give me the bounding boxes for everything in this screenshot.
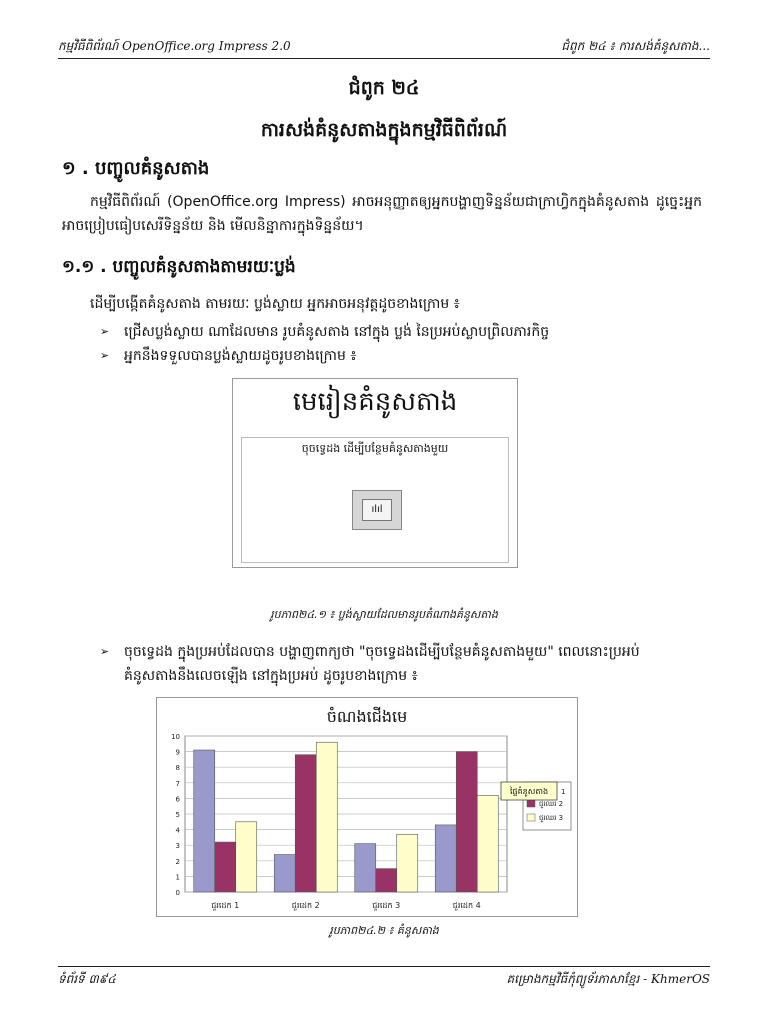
chart-placeholder-box[interactable] bbox=[241, 437, 509, 563]
x-tick-label: ជួរដេក 2 bbox=[291, 901, 320, 910]
chart-title: ចំណងជើងមេ bbox=[326, 707, 408, 726]
bar bbox=[215, 842, 236, 892]
bullet-item bbox=[100, 640, 690, 688]
bar bbox=[397, 834, 418, 892]
bar bbox=[477, 795, 498, 892]
y-tick-label: 9 bbox=[175, 748, 180, 757]
legend-swatch bbox=[527, 800, 535, 807]
y-tick-label: 7 bbox=[175, 779, 180, 788]
y-tick-label: 2 bbox=[175, 857, 180, 866]
header-right: ជំពូក ២៤ ៖ ការសង់គំនូសតាង... bbox=[561, 39, 710, 53]
chapter-number: ជំពូក ២៤ bbox=[348, 77, 420, 99]
legend-tooltip: ផ្ទៃគំនូសតាង bbox=[509, 787, 549, 796]
y-tick-label: 6 bbox=[175, 795, 180, 804]
y-tick-label: 4 bbox=[175, 826, 180, 835]
y-tick-label: 1 bbox=[175, 873, 180, 882]
bar bbox=[435, 825, 456, 892]
x-tick-label: ជួរដេក 3 bbox=[372, 901, 401, 910]
bar bbox=[316, 742, 337, 892]
bar bbox=[274, 855, 295, 892]
footer-left: ទំព័រទី ៣៩៤ bbox=[58, 972, 116, 986]
figure-caption: រូបភាព២៤.១ ៖ ប្លង់ស្លាយដែលមានរូបតំណាងគំនូសតាង bbox=[270, 608, 498, 621]
bullet-text: ជ្រើសប្លង់ស្លាយ ណាដែលមាន រូបគំនូសតាង នៅក្នុង ប្លង់ នៃប្រអប់ស្លាបព្រិលភារកិច្ច bbox=[124, 324, 550, 340]
x-tick-label: ជួរដេក 1 bbox=[211, 901, 240, 910]
bar bbox=[376, 869, 397, 892]
bullet-arrow-icon: ➢ bbox=[100, 645, 110, 658]
bullet-text: អ្នកនឹងទទួលបានប្លង់ស្លាយដូចរូបខាងក្រោម ៖ bbox=[124, 348, 357, 364]
legend-swatch bbox=[527, 814, 535, 821]
section-heading: ១ . បញ្ចូលគំនូសតាង bbox=[62, 158, 210, 179]
slide-layout-figure bbox=[232, 378, 518, 568]
chart-icon[interactable] bbox=[352, 490, 402, 530]
subsection-heading: ១.១ . បញ្ចូលគំនូសតាងតាមរយៈប្លង់ bbox=[62, 257, 296, 277]
figure-caption: រូបភាព២៤.២ ៖ គំនូសតាង bbox=[329, 924, 439, 937]
y-tick-label: 5 bbox=[175, 811, 180, 819]
legend-label: ជួរឈរ 2 bbox=[539, 800, 564, 808]
bullet-arrow-icon: ➢ bbox=[100, 325, 110, 338]
bullet-item bbox=[100, 344, 690, 368]
bar-chart bbox=[156, 697, 578, 917]
chapter-title: ការសង់គំនូសតាងក្នុងកម្មវិធីពិព័រណ៍ bbox=[260, 119, 508, 141]
y-tick-label: 0 bbox=[175, 889, 180, 897]
bar bbox=[355, 844, 376, 892]
bullet-text: ចុចទ្វេដង ក្នុងប្រអប់ដែលបាន បង្ហាញពាក្យថា "ចុចទ្វេដងដើម្បីបន្ថែមគំនូសតាងមួយ" ពេលនោះប្រអប់គំនូសតាងនឹងលេចឡើង នៅក្នុងប្រអប់ ដូចរូបខាងក្រោម ៖ bbox=[124, 644, 640, 684]
x-tick-label: ជួរដេក 4 bbox=[452, 901, 481, 910]
chart-svg bbox=[157, 698, 577, 916]
y-tick-label: 3 bbox=[175, 842, 180, 851]
bullet-item bbox=[100, 320, 690, 344]
page-header bbox=[58, 36, 710, 59]
bullet-arrow-icon: ➢ bbox=[100, 349, 110, 362]
bar bbox=[295, 755, 316, 892]
legend-tail-label: 1 bbox=[561, 788, 566, 796]
footer-right: គម្រោងកម្មវិធីកុំព្យូទ័រភាសាខ្មែរ - KhmerOS bbox=[506, 972, 710, 986]
y-tick-label: 8 bbox=[175, 764, 180, 773]
section-body: កម្មវិធីពិព័រណ៍ (OpenOffice.org Impress) អាចអនុញ្ញាតឲ្យអ្នកបង្ហាញទិន្នន័យជាក្រាហ្វិកក្នុងគំនូសតាង ដូច្នេះអ្នកអាចប្រៀបធៀបសេរីទិន្នន័យ និង មើលនិន្នាការក្នុងទិន្នន័យ។ bbox=[62, 194, 702, 234]
legend-label: ជួរឈរ 3 bbox=[539, 814, 564, 822]
bar bbox=[456, 752, 477, 892]
slide-title: មេរៀនគំនូសតាង bbox=[292, 387, 458, 417]
header-left: កម្មវិធីពិព័រណ៍ OpenOffice.org Impress 2.0 bbox=[58, 39, 291, 53]
chart-icon-glyph: ılıl bbox=[362, 499, 392, 521]
subsection-intro: ដើម្បីបង្កើតគំនូសតាង តាមរយៈ ប្លង់ស្លាយ អ្នកអាចអនុវត្តដូចខាងក្រោម ៖ bbox=[90, 296, 460, 312]
page-footer bbox=[58, 966, 710, 989]
bar bbox=[236, 822, 257, 892]
chart-placeholder-text: ចុចទ្វេដង ដើម្បីបន្ថែមគំនូសតាងមួយ bbox=[301, 442, 449, 455]
y-tick-label: 10 bbox=[171, 733, 180, 741]
bar bbox=[194, 750, 215, 892]
